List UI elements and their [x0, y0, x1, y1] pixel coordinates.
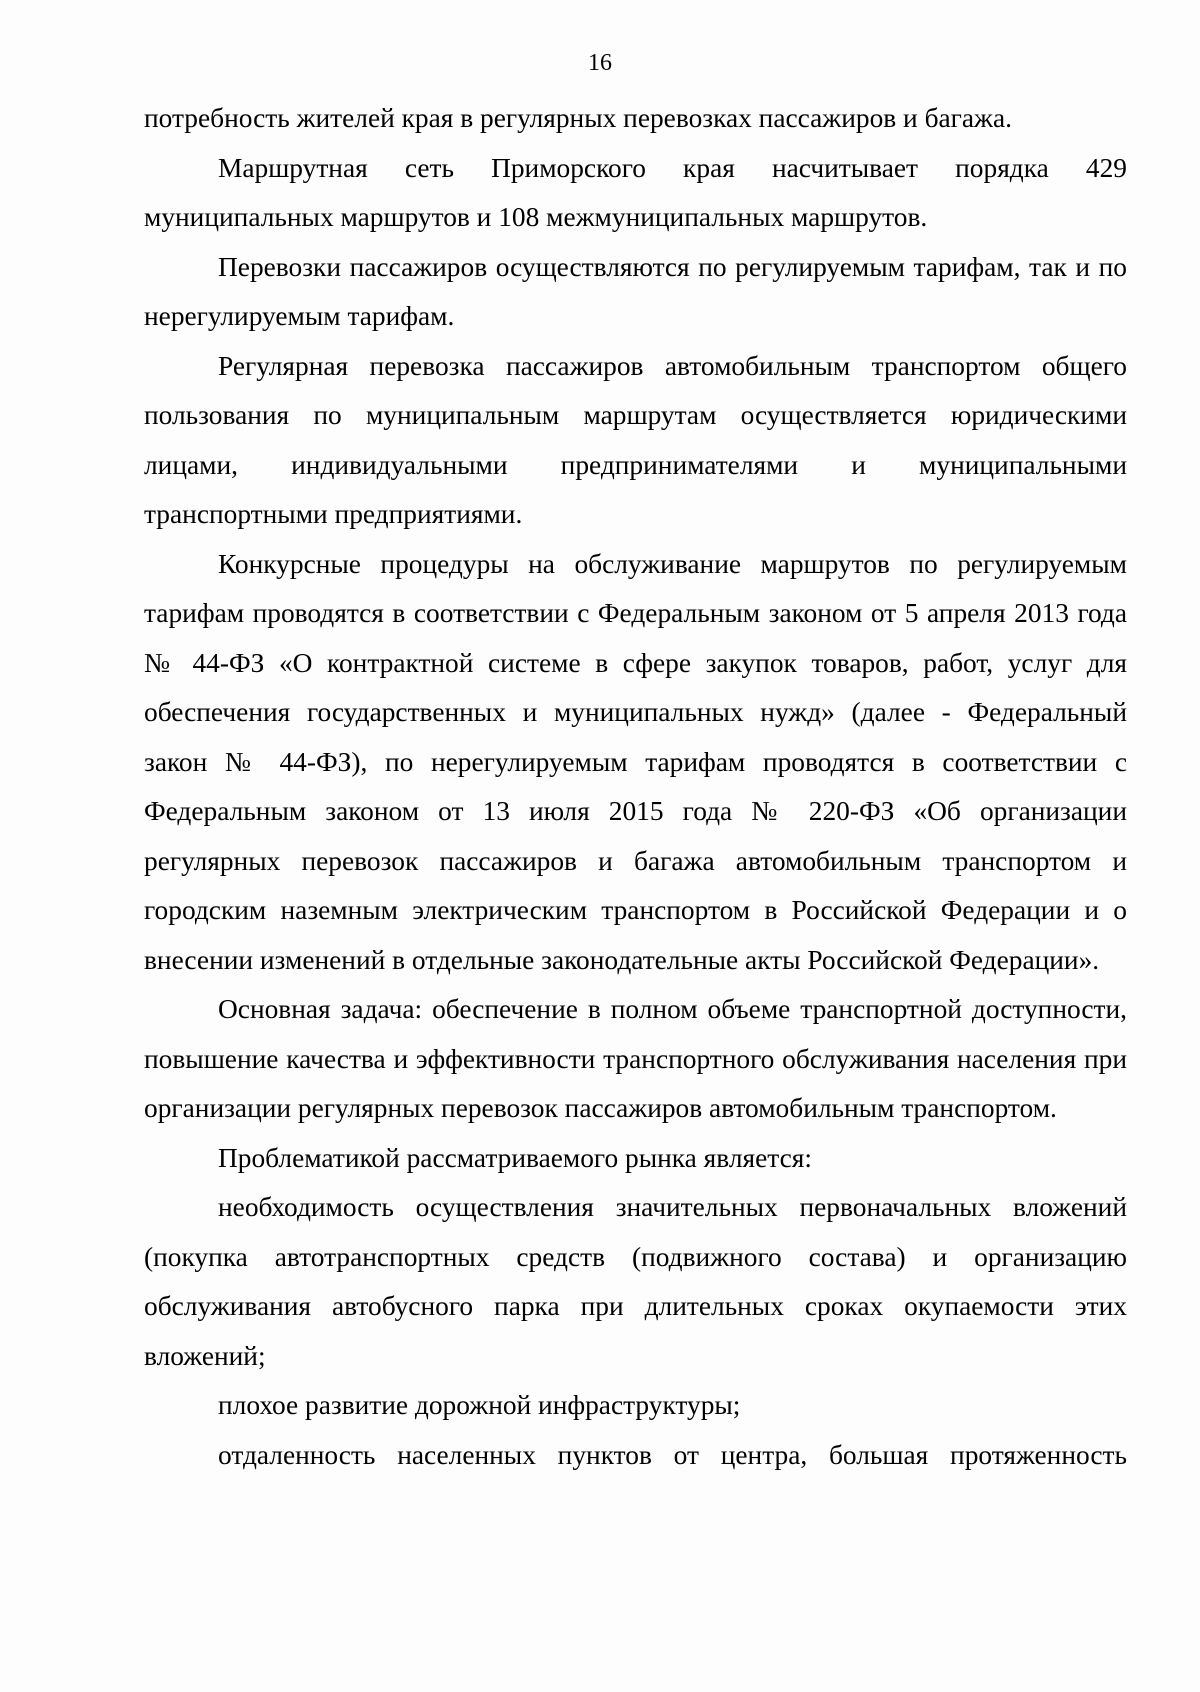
list-item-infrastructure: плохое развитие дорожной инфраструктуры; — [218, 1390, 741, 1420]
document-body — [144, 94, 1127, 1480]
list-item-remoteness: отдаленность населенных пунктов от центра, большая протяженность — [218, 1439, 1127, 1470]
paragraph-tariffs: Перевозки пассажиров осуществляются по регулируемым тарифам, так и по нерегулируемым тарифам. — [144, 251, 1127, 331]
paragraph-route-network: Маршрутная сеть Приморского края насчитывает порядка 429 муниципальных маршрутов и 108 межмуниципальных маршрутов. — [144, 152, 1127, 232]
list-item-investment: необходимость осуществления значительных первоначальных вложений (покупка автотранспортных средств (подвижного состава) и организацию обслуживания автобусного парка при длительных сроках окупаемости этих вложений; — [144, 1192, 1127, 1371]
paragraph-carriers: Регулярная перевозка пассажиров автомобильным транспортом общего пользования по муниципальным маршрутам осуществляется юридическими лицами, индивидуальными предпринимателями и муниципальными транспортными предприятиями. — [144, 350, 1127, 529]
paragraph-main-task: Основная задача: обеспечение в полном объеме транспортной доступности, повышение качества и эффективности транспортного обслуживания населения при организации регулярных перевозок пассажиров автомобильным транспортом. — [144, 994, 1127, 1123]
paragraph-problems-intro: Проблематикой рассматриваемого рынка является: — [218, 1142, 812, 1173]
paragraph-continuation: потребность жителей края в регулярных перевозках пассажиров и багажа. — [144, 103, 1012, 133]
page-number: 16 — [588, 50, 612, 76]
paragraph-procurement: Конкурсные процедуры на обслуживание маршрутов по регулируемым тарифам проводятся в соответствии с Федеральным законом от 5 апреля 2013 года № 44-ФЗ «О контрактной системе в сфере закупок товаров, работ, услуг для обеспечения государственных и муниципальных нужд» (далее - Федеральный закон № 44-ФЗ), по нерегулируемым тарифам проводятся в соответствии с Федеральным законом от 13 июля 2015 года № 220-ФЗ «Об организации регулярных перевозок пассажиров и багажа автомобильным транспортом и городским наземным электрическим транспортом в Российской Федерации и о внесении изменений в отдельные законодательные акты Российской Федерации». — [144, 548, 1127, 975]
